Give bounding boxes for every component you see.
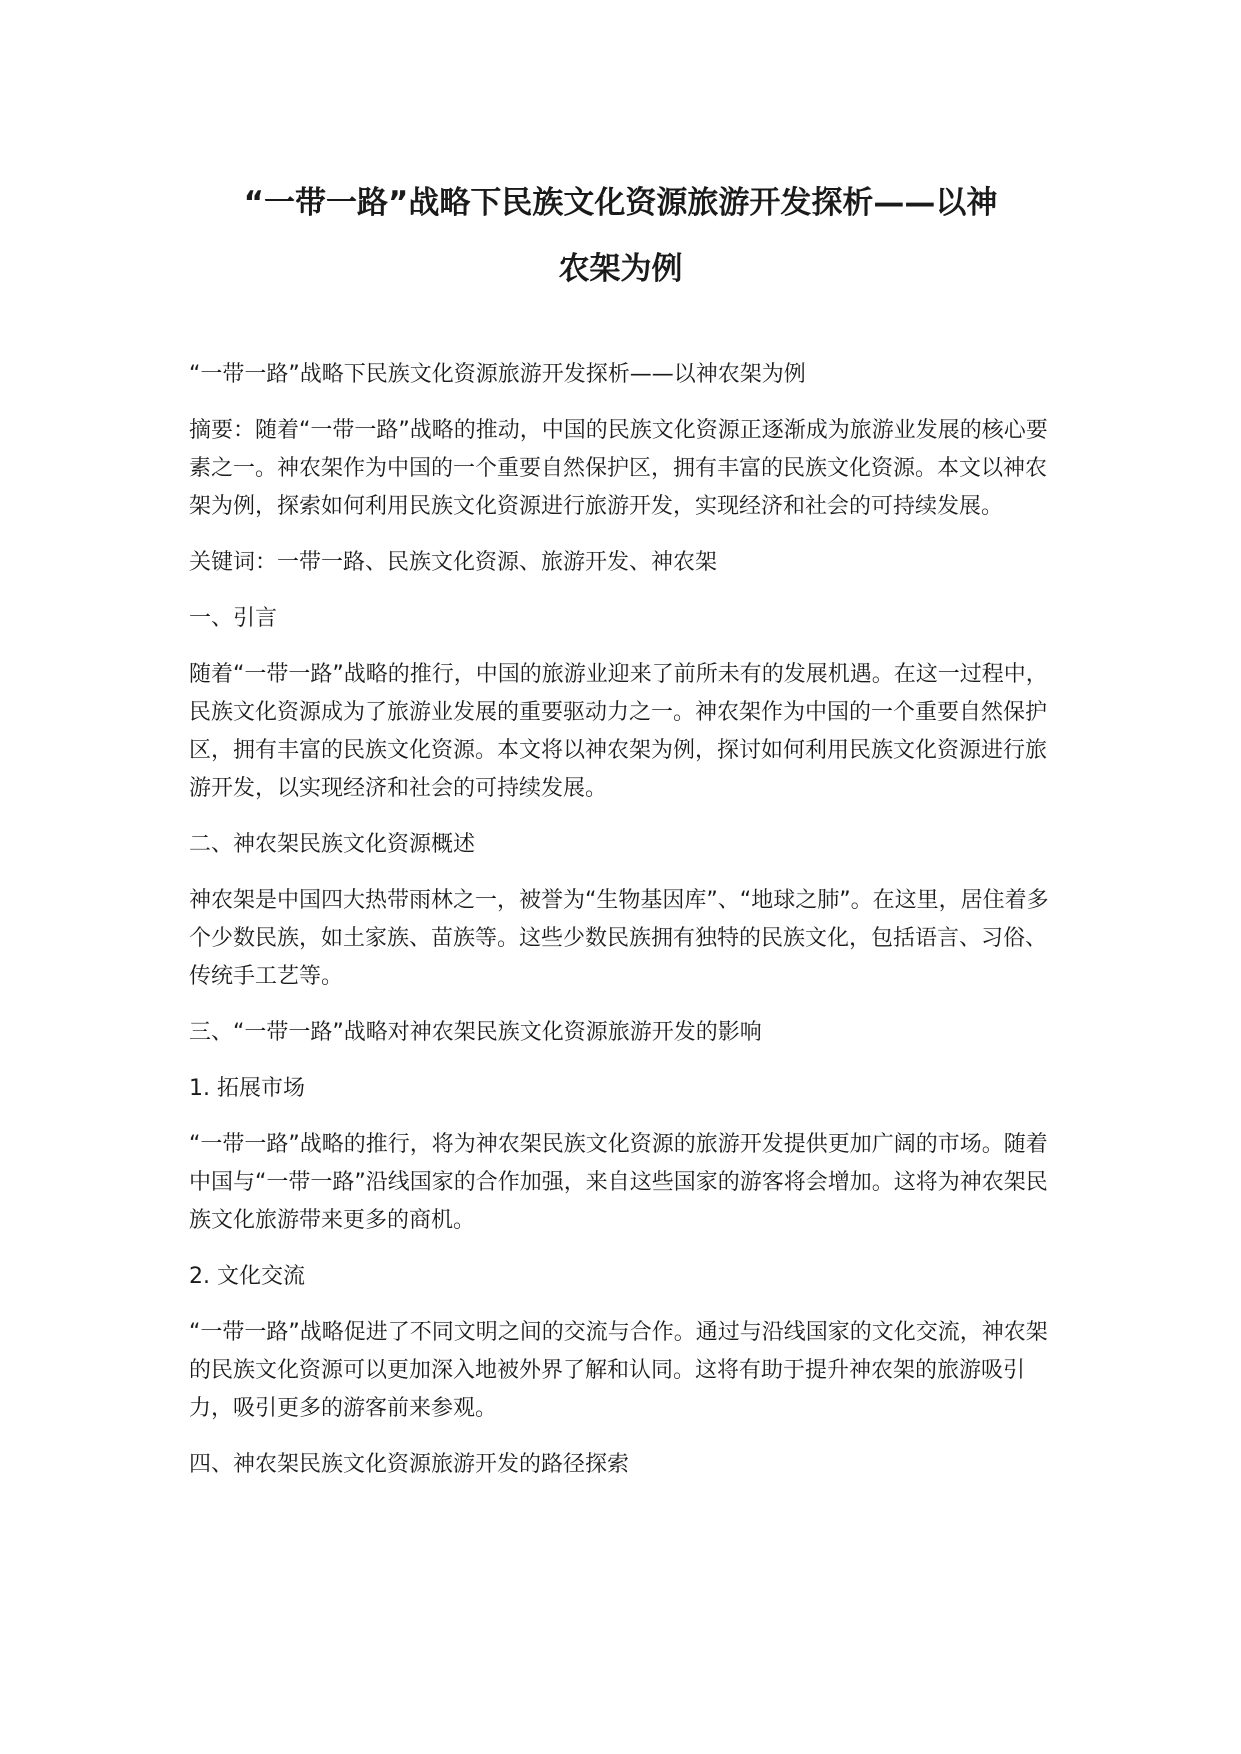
section-2-paragraph: 神农架是中国四大热带雨林之一，被誉为“生物基因库”、“地球之肺”。在这里，居住着多个少数民族，如土家族、苗族等。这些少数民族拥有独特的民族文化，包括语言、习俗、传统手工艺等。 (189, 888, 1049, 989)
document-title (170, 170, 1071, 302)
section-heading-1: 一、引言 (189, 606, 278, 631)
section-heading-2: 二、神农架民族文化资源概述 (189, 832, 476, 857)
title-line-2: 农架为例 (558, 251, 683, 287)
section-1-paragraph: 随着“一带一路”战略的推行，中国的旅游业迎来了前所未有的发展机遇。在这一过程中，民族文化资源成为了旅游业发展的重要驱动力之一。神农架作为中国的一个重要自然保护区，拥有丰富的民族文化资源。本文将以神农架为例，探讨如何利用民族文化资源进行旅游开发，以实现经济和社会的可持续发展。 (189, 662, 1048, 801)
section-heading-4: 四、神农架民族文化资源旅游开发的路径探索 (189, 1452, 630, 1477)
subsection-heading-1: 1. 拓展市场 (189, 1076, 305, 1101)
section-heading-3: 三、“一带一路”战略对神农架民族文化资源旅游开发的影响 (189, 1020, 762, 1045)
subsection-1-paragraph: “一带一路”战略的推行，将为神农架民族文化资源的旅游开发提供更加广阔的市场。随着中国与“一带一路”沿线国家的合作加强，来自这些国家的游客将会增加。这将为神农架民族文化旅游带来更多的商机。 (189, 1132, 1048, 1233)
title-line-1: “一带一路”战略下民族文化资源旅游开发探析——以神 (243, 185, 998, 221)
subsection-heading-2: 2. 文化交流 (189, 1264, 305, 1289)
subsection-2-paragraph: “一带一路”战略促进了不同文明之间的交流与合作。通过与沿线国家的文化交流，神农架的民族文化资源可以更加深入地被外界了解和认同。这将有助于提升神农架的旅游吸引力，吸引更多的游客前来参观。 (189, 1320, 1048, 1421)
subtitle: “一带一路”战略下民族文化资源旅游开发探析——以神农架为例 (189, 362, 806, 387)
keywords-line: 关键词：一带一路、民族文化资源、旅游开发、神农架 (189, 550, 718, 575)
abstract-paragraph: 摘要：随着“一带一路”战略的推动，中国的民族文化资源正逐渐成为旅游业发展的核心要素之一。神农架作为中国的一个重要自然保护区，拥有丰富的民族文化资源。本文以神农架为例，探索如何利用民族文化资源进行旅游开发，实现经济和社会的可持续发展。 (189, 418, 1048, 519)
document-body (189, 356, 1049, 1502)
